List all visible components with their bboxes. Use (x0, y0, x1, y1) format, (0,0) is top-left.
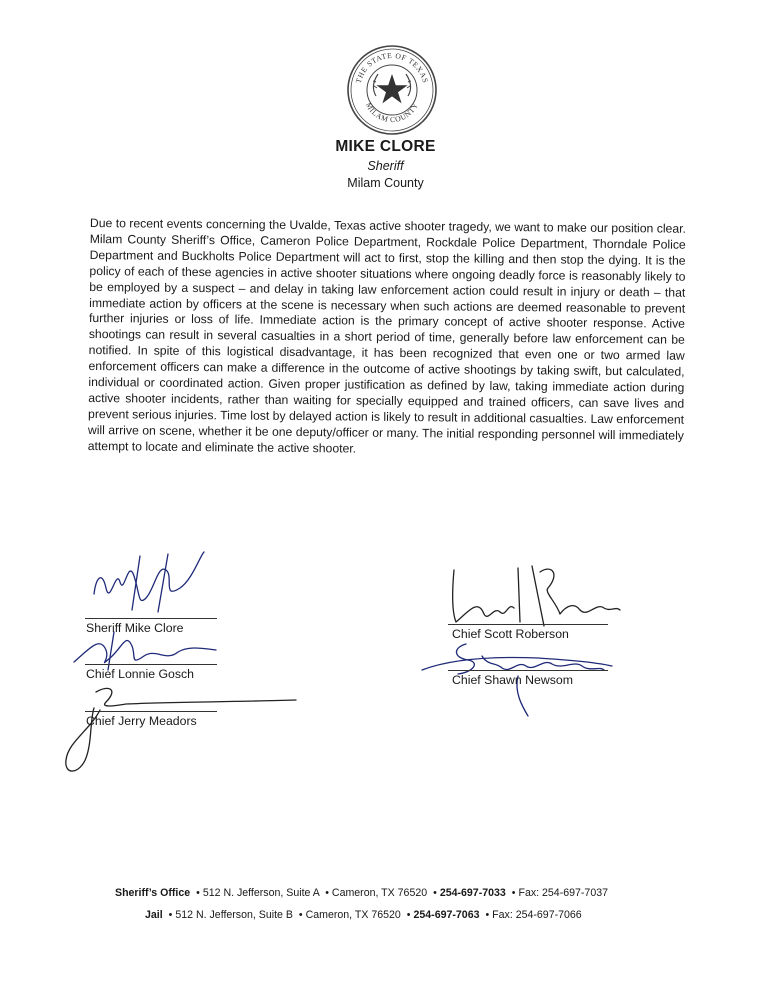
jail-phone: 254-697-7063 (413, 909, 480, 921)
office-phone: 254-697-7033 (439, 887, 506, 899)
footer-sheriffs-office: Sheriff’s Office • 512 N. Jefferson, Suite A • Cameron, TX 76520 • 254-697-7033 • Fax: 254-697-7037 (115, 887, 608, 899)
office-fax: Fax: 254-697-7037 (518, 887, 608, 899)
signature-jerry-meadors (60, 680, 300, 780)
office-city: Cameron, TX 76520 (331, 887, 428, 899)
seal-top-text: THE STATE OF TEXAS (353, 50, 431, 85)
texas-county-seal (346, 44, 438, 136)
seal-bottom-text: MILAM COUNTY (363, 100, 421, 125)
signer-chief-shawn-newsom: Chief Shawn Newsom (452, 673, 573, 687)
signature-line (85, 664, 217, 665)
signature-lonnie-gosch (70, 628, 220, 672)
signature-line (448, 670, 608, 671)
jail-label: Jail (145, 909, 163, 921)
signer-sheriff-mike-clore: Sheriff Mike Clore (86, 621, 184, 635)
policy-statement: Due to recent events concerning the Uvalde, Texas active shooter tragedy, we want to make our position clear. Milam County Sheriff’s Office, Cameron Police Department, Rockdale Police Department, Thorndale Police Department and Buckholts Police Department will act to first, stop the killing and then stop the dying. It is the policy of each of these agencies in active shooter situations where ongoing deadly force is reasonably likely to be employed by a suspect – and delay in taking law enforcement action could result in injury or death – that immediate action by officers at the scene is necessary when such actions are deemed reasonable to prevent further injuries or loss of life. Immediate action is the primary concept of active shooter response. Active shootings can result in several casualties in a short period of time, generally before law enforcement can be notified. In spite of this logistical disadvantage, it has been recognized that even one or two armed law enforcement officers can make a difference in the outcome of active shootings by taking swift, but calculated, individual or coordinated action. Given proper justification as defined by law, taking immediate action during active shooter incidents, rather than waiting for specially equipped and trained officers, can save lives and prevent serious injuries. Time lost by delayed action is likely to result in additional casualties. Law enforcement will arrive on scene, whether it be one deputy/officer or many. The initial responding personnel will immediately attempt to locate and eliminate the active shooter. (87, 216, 686, 456)
footer-jail: Jail • 512 N. Jefferson, Suite B • Cameron, TX 76520 • 254-697-7063 • Fax: 254-697-7066 (145, 909, 582, 921)
svg-text:MILAM COUNTY (364, 101, 420, 124)
signature-scott-roberson (448, 562, 624, 632)
signer-chief-lonnie-gosch: Chief Lonnie Gosch (86, 667, 195, 681)
county-name: Milam County (347, 176, 424, 190)
sheriff-name: MIKE CLORE (335, 138, 436, 155)
signature-mike-clore (88, 548, 218, 618)
jail-fax: Fax: 254-697-7066 (492, 909, 582, 921)
signer-chief-scott-roberson: Chief Scott Roberson (452, 627, 569, 641)
signer-chief-jerry-meadors: Chief Jerry Meadors (86, 714, 197, 728)
signature-line (448, 624, 608, 625)
office-address: 512 N. Jefferson, Suite A (202, 887, 320, 899)
jail-address: 512 N. Jefferson, Suite B (175, 909, 293, 921)
signature-line (85, 711, 217, 712)
sheriff-title: Sheriff (367, 159, 404, 173)
signature-line (85, 618, 217, 619)
jail-city: Cameron, TX 76520 (305, 909, 401, 921)
office-label: Sheriff’s Office (115, 887, 191, 899)
